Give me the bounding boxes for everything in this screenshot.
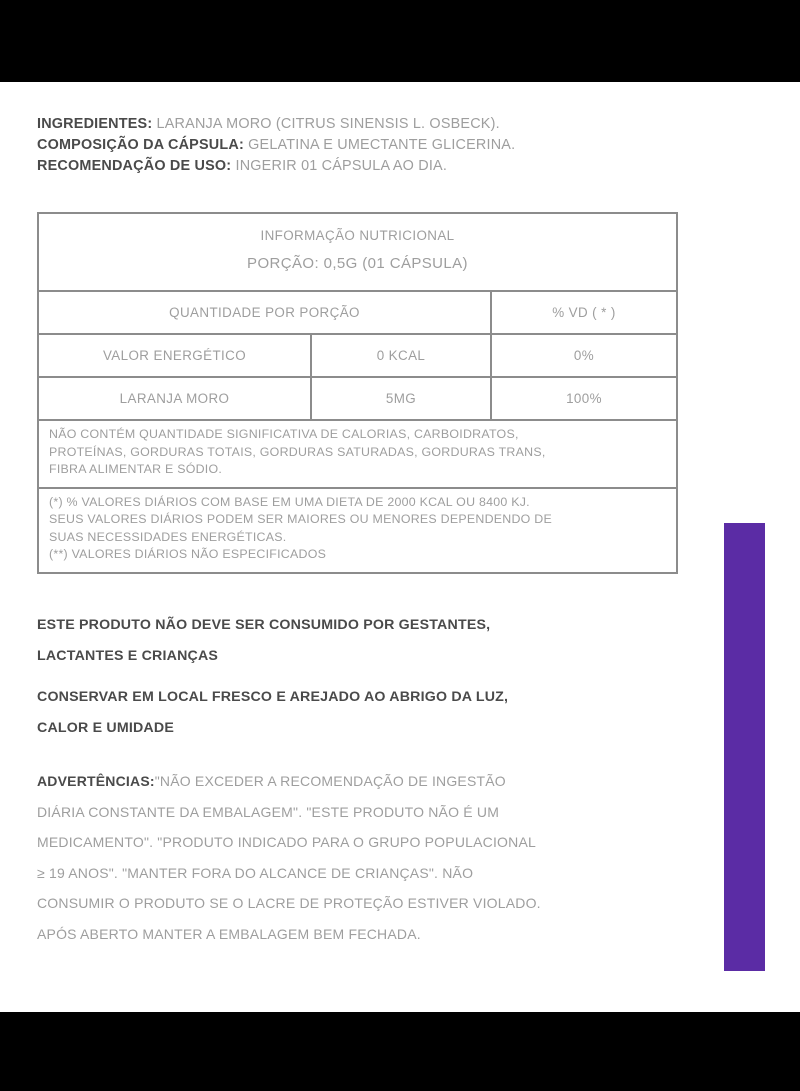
column-header-quantity: QUANTIDADE POR PORÇÃO	[39, 292, 492, 333]
not-significant-note	[39, 421, 676, 487]
daily-values-note	[39, 489, 676, 572]
note-line: PROTEÍNAS, GORDURAS TOTAIS, GORDURAS SATURADAS, GORDURAS TRANS,	[49, 444, 546, 459]
nutrition-facts-table	[37, 212, 678, 574]
note-line: (*) % VALORES DIÁRIOS COM BASE EM UMA DIETA DE 2000 KCAL OU 8400 KJ.	[49, 494, 530, 509]
nutrient-daily-value: 0%	[573, 348, 595, 363]
restriction-warning-line: ESTE PRODUTO NÃO DEVE SER CONSUMIDO POR GESTANTES,	[37, 617, 491, 633]
capsule-composition-label: COMPOSIÇÃO DA CÁPSULA:	[37, 137, 244, 153]
storage-warning-line: CONSERVAR EM LOCAL FRESCO E AREJADO AO ABRIGO DA LUZ,	[37, 689, 509, 705]
nutrient-amount: 0 KCAL	[312, 335, 492, 376]
letterbox-bottom	[0, 1012, 800, 1091]
letterbox-top	[0, 0, 800, 82]
ingredients-label: INGREDIENTES:	[37, 116, 153, 132]
not-significant-note-row	[39, 421, 676, 489]
ingredients-line	[37, 114, 677, 135]
storage-warning	[37, 682, 697, 744]
note-line: (**) VALORES DIÁRIOS NÃO ESPECIFICADOS	[49, 547, 327, 561]
column-header-row	[39, 292, 676, 335]
advertencias-line: APÓS ABERTO MANTER A EMBALAGEM BEM FECHADA.	[37, 925, 421, 942]
table-title-cell	[39, 214, 676, 290]
nutrient-name: VALOR ENERGÉTICO	[39, 335, 312, 376]
storage-warning-line: CALOR E UMIDADE	[37, 720, 174, 736]
advertencias-line: ≥ 19 ANOS". "MANTER FORA DO ALCANCE DE CRIANÇAS". NÃO	[37, 864, 474, 881]
usage-recommendation-label: RECOMENDAÇÃO DE USO:	[37, 158, 232, 174]
nutrient-daily-value: 100%	[566, 391, 602, 406]
advertencias-label: ADVERTÊNCIAS:	[37, 773, 155, 789]
note-line: FIBRA ALIMENTAR E SÓDIO.	[49, 462, 223, 476]
advertencias-block	[37, 766, 697, 949]
table-title-row	[39, 214, 676, 292]
advertencias-line: DIÁRIA CONSTANTE DA EMBALAGEM". "ESTE PRODUTO NÃO É UM	[37, 803, 500, 820]
restriction-warning	[37, 610, 697, 672]
nutrient-amount: 5MG	[312, 378, 492, 419]
usage-recommendation-line	[37, 156, 677, 177]
daily-values-note-row	[39, 489, 676, 572]
advertencias-first-text: "NÃO EXCEDER A RECOMENDAÇÃO DE INGESTÃO	[154, 773, 506, 789]
column-header-daily-value: % VD ( * )	[552, 305, 616, 320]
advertencias-first-line	[37, 766, 697, 797]
note-line: SEUS VALORES DIÁRIOS PODEM SER MAIORES OU MENORES DEPENDENDO DE	[49, 512, 552, 526]
note-line: SUAS NECESSIDADES ENERGÉTICAS.	[49, 529, 287, 544]
nutrient-name: LARANJA MORO	[39, 378, 312, 419]
capsule-composition-line	[37, 135, 677, 156]
accent-bar	[724, 523, 765, 971]
table-row	[39, 335, 676, 378]
restriction-warning-line: LACTANTES E CRIANÇAS	[37, 648, 219, 664]
advertencias-line: CONSUMIR O PRODUTO SE O LACRE DE PROTEÇÃO ESTIVER VIOLADO.	[37, 895, 541, 911]
table-row	[39, 378, 676, 421]
nutrition-info-title: INFORMAÇÃO NUTRICIONAL	[260, 228, 455, 243]
usage-recommendation-value: INGERIR 01 CÁPSULA AO DIA.	[235, 158, 448, 174]
ingredients-value: LARANJA MORO (CITRUS SINENSIS L. OSBECK).	[156, 116, 500, 132]
intro-block	[37, 114, 677, 177]
serving-size-text: PORÇÃO: 0,5G (01 CÁPSULA)	[247, 255, 468, 272]
capsule-composition-value: GELATINA E UMECTANTE GLICERINA.	[248, 137, 516, 153]
product-label-page	[0, 82, 800, 1012]
advertencias-line: MEDICAMENTO". "PRODUTO INDICADO PARA O GRUPO POPULACIONAL	[37, 834, 536, 850]
note-line: NÃO CONTÉM QUANTIDADE SIGNIFICATIVA DE CALORIAS, CARBOIDRATOS,	[49, 427, 519, 441]
